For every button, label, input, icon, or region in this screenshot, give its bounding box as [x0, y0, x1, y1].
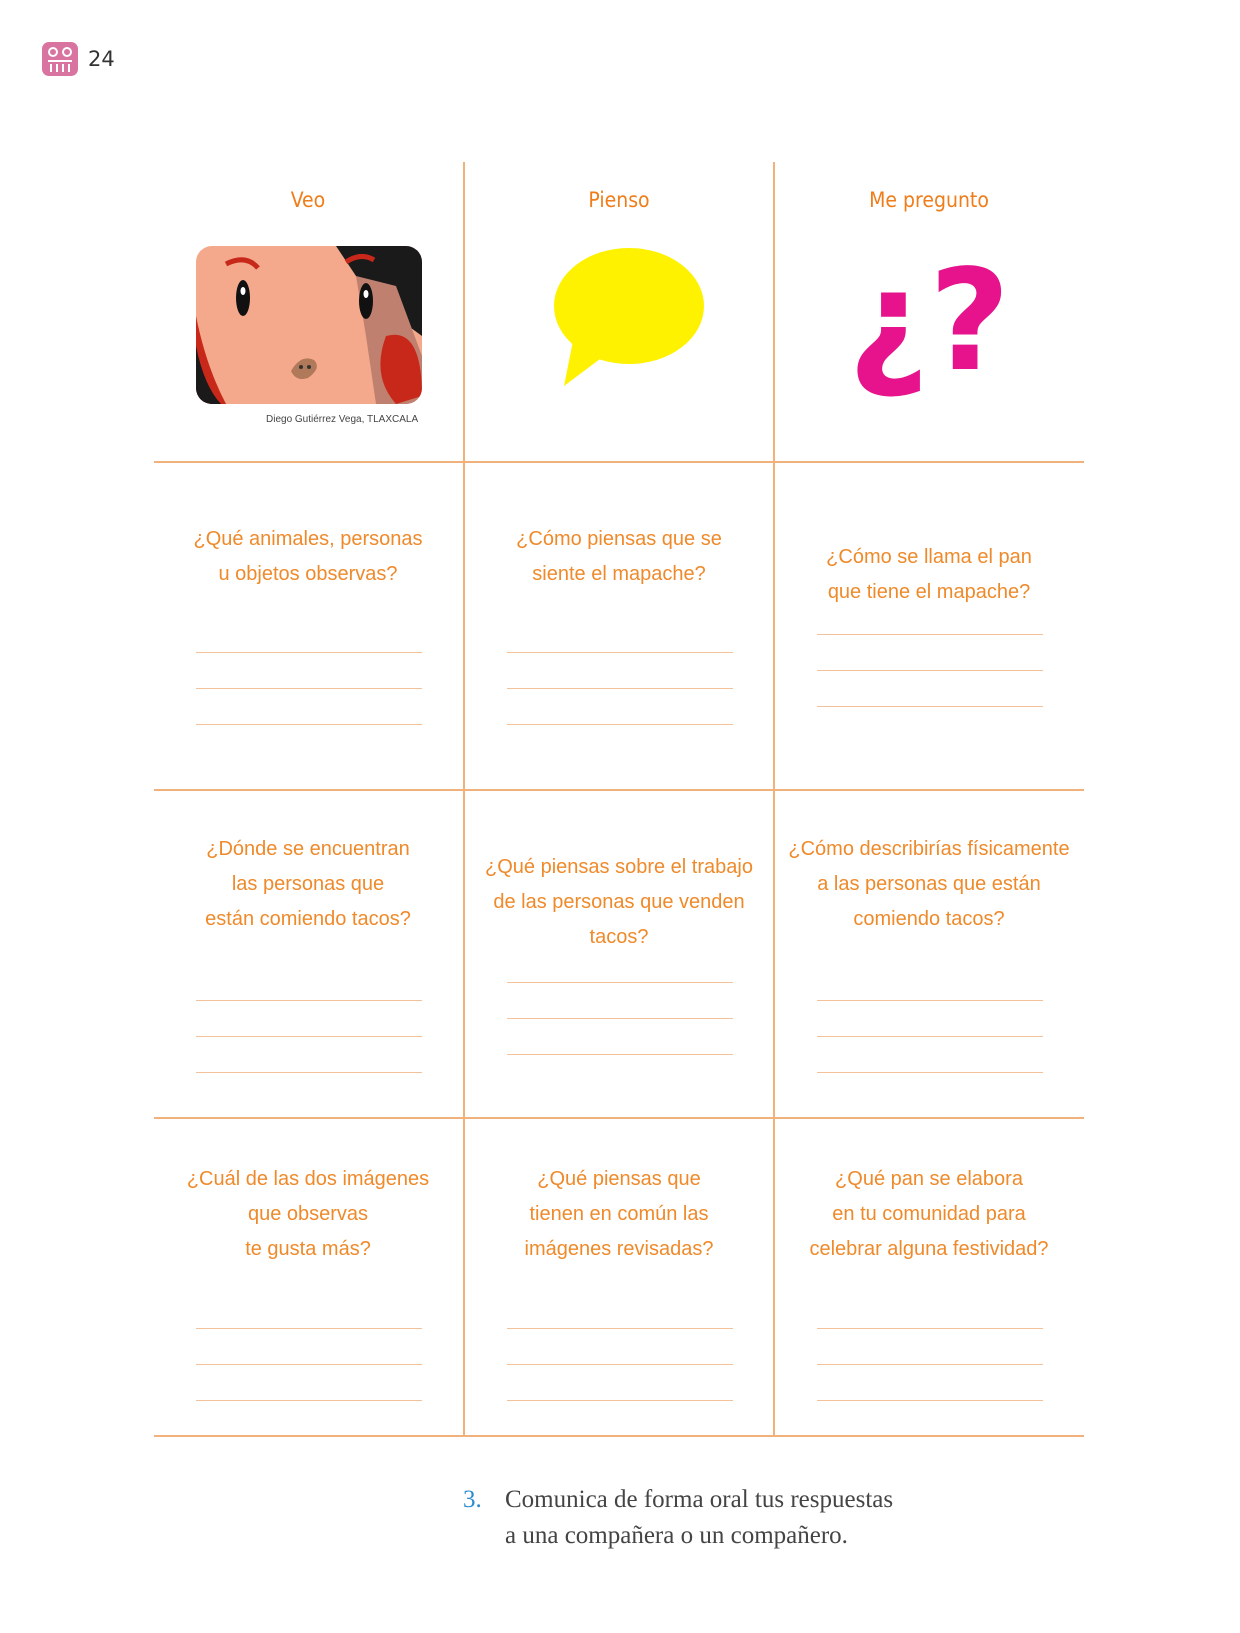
question-marks-icon: ¿? — [847, 240, 1011, 403]
instruction — [463, 1482, 1023, 1554]
speech-bubble-icon — [544, 246, 704, 396]
question-text: ¿Cómo piensas que se siente el mapache? — [516, 528, 722, 585]
instruction-line-2: a una compañera o un compañero. — [505, 1522, 848, 1549]
question-cell — [465, 1162, 773, 1267]
answer-lines[interactable] — [196, 652, 422, 760]
header-me-pregunto: Me pregunto — [869, 188, 989, 212]
instruction-line-1: Comunica de forma oral tus respuestas — [505, 1486, 894, 1513]
question-text: ¿Qué piensas que tienen en común las imágenes revisadas? — [524, 1168, 714, 1260]
question-cell — [154, 1162, 462, 1267]
question-text: ¿Cómo describirías físicamente a las personas que están comiendo tacos? — [788, 838, 1070, 930]
image-caption: Diego Gutiérrez Vega, TLAXCALA — [266, 414, 419, 425]
question-cell — [775, 832, 1083, 937]
instruction-number: 3. — [463, 1486, 482, 1513]
answer-lines[interactable] — [196, 1328, 422, 1436]
row-divider — [154, 1117, 1084, 1119]
question-text: ¿Dónde se encuentran las personas que están comiendo tacos? — [205, 838, 411, 930]
answer-lines[interactable] — [507, 982, 733, 1090]
answer-lines[interactable] — [507, 652, 733, 760]
question-text: ¿Qué piensas sobre el trabajo de las personas que venden tacos? — [485, 856, 753, 948]
question-cell — [154, 522, 462, 592]
row-divider — [154, 789, 1084, 791]
answer-lines[interactable] — [817, 1328, 1043, 1436]
see-think-wonder-table — [154, 162, 1084, 1437]
answer-lines[interactable] — [817, 1000, 1043, 1108]
answer-lines[interactable] — [196, 1000, 422, 1108]
question-cell — [465, 850, 773, 955]
question-text: ¿Qué pan se elabora en tu comunidad para celebrar alguna festividad? — [809, 1168, 1049, 1260]
question-cell — [775, 540, 1083, 610]
book-glyph-icon — [42, 42, 78, 76]
answer-lines[interactable] — [817, 634, 1043, 742]
header-pienso: Pienso — [588, 188, 650, 212]
question-cell — [775, 1162, 1083, 1267]
face-illustration — [196, 246, 422, 404]
header-veo: Veo — [290, 188, 326, 212]
row-divider — [154, 461, 1084, 463]
page-number-area — [42, 42, 115, 76]
question-text: ¿Qué animales, personas u objetos observas? — [193, 528, 423, 585]
question-cell — [465, 522, 773, 592]
question-cell — [154, 832, 462, 937]
answer-lines[interactable] — [507, 1328, 733, 1436]
question-text: ¿Cómo se llama el pan que tiene el mapache? — [826, 546, 1032, 603]
page-number: 24 — [88, 47, 115, 71]
question-text: ¿Cuál de las dos imágenes que observas te gusta más? — [186, 1168, 430, 1260]
